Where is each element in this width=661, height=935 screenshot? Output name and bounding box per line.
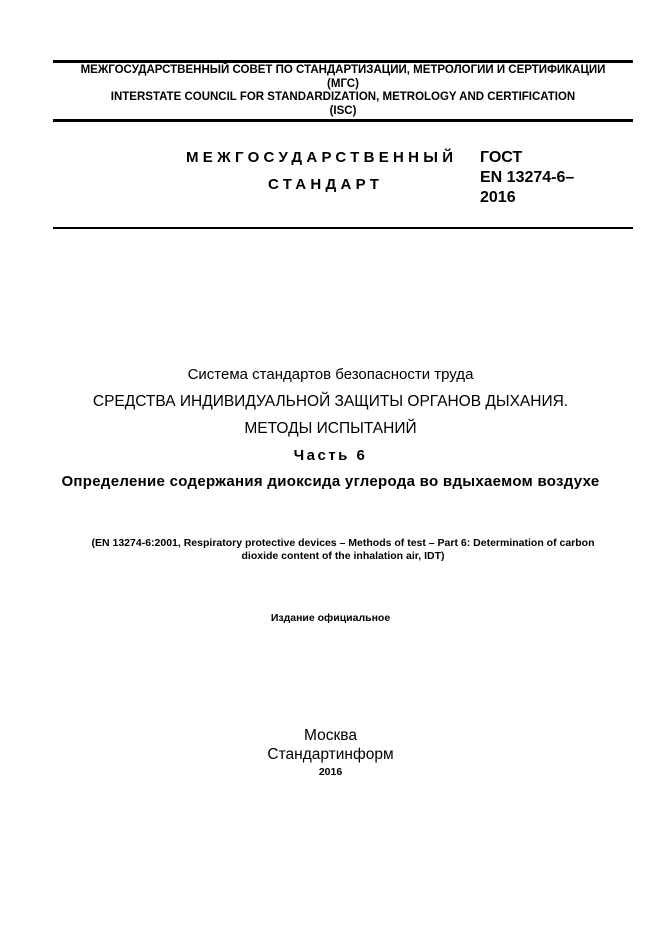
council-name-en: INTERSTATE COUNCIL FOR STANDARDIZATION, METROLOGY AND CERTIFICATION bbox=[110, 91, 576, 103]
part-number: Часть 6 bbox=[293, 447, 368, 464]
part-subject: Определение содержания диоксида углерода во вдыхаемом воздухе bbox=[61, 473, 600, 490]
gost-designation bbox=[480, 148, 574, 208]
document-title-line1: СРЕДСТВА ИНДИВИДУАЛЬНОЙ ЗАЩИТЫ ОРГАНОВ ДЫХАНИЯ. bbox=[92, 393, 569, 410]
header-rule bbox=[53, 119, 633, 122]
gost-number: EN 13274-6– bbox=[480, 169, 575, 186]
gost-year: 2016 bbox=[480, 189, 516, 206]
imprint-city: Москва bbox=[304, 727, 357, 744]
en-reference-line2: dioxide content of the inhalation air, IDT) bbox=[241, 550, 445, 562]
standard-kind-line1: МЕЖГОСУДАРСТВЕННЫЙ bbox=[186, 149, 458, 166]
council-abbr-ru: (МГС) bbox=[327, 77, 359, 90]
standard-kind-line2: СТАНДАРТ bbox=[268, 176, 384, 193]
imprint-year: 2016 bbox=[318, 766, 343, 778]
en-reference bbox=[53, 537, 633, 563]
council-name-ru: МЕЖГОСУДАРСТВЕННЫЙ СОВЕТ ПО СТАНДАРТИЗАЦИИ, МЕТРОЛОГИИ И СЕРТИФИКАЦИИ bbox=[80, 64, 606, 76]
imprint-publisher: Стандартинформ bbox=[267, 746, 394, 763]
designation-rule bbox=[53, 227, 633, 229]
council-abbr-en: (ISC) bbox=[329, 104, 357, 117]
council-header bbox=[53, 64, 633, 118]
document-title-line2: МЕТОДЫ ИСПЫТАНИЙ bbox=[244, 420, 417, 437]
top-rule bbox=[53, 60, 633, 63]
gost-label: ГОСТ bbox=[480, 149, 523, 166]
edition-note: Издание официальное bbox=[270, 612, 391, 624]
en-reference-line1: (EN 13274-6:2001, Respiratory protective devices – Methods of test – Part 6: Determination of carbon bbox=[91, 537, 595, 549]
system-title: Система стандартов безопасности труда bbox=[187, 366, 474, 383]
